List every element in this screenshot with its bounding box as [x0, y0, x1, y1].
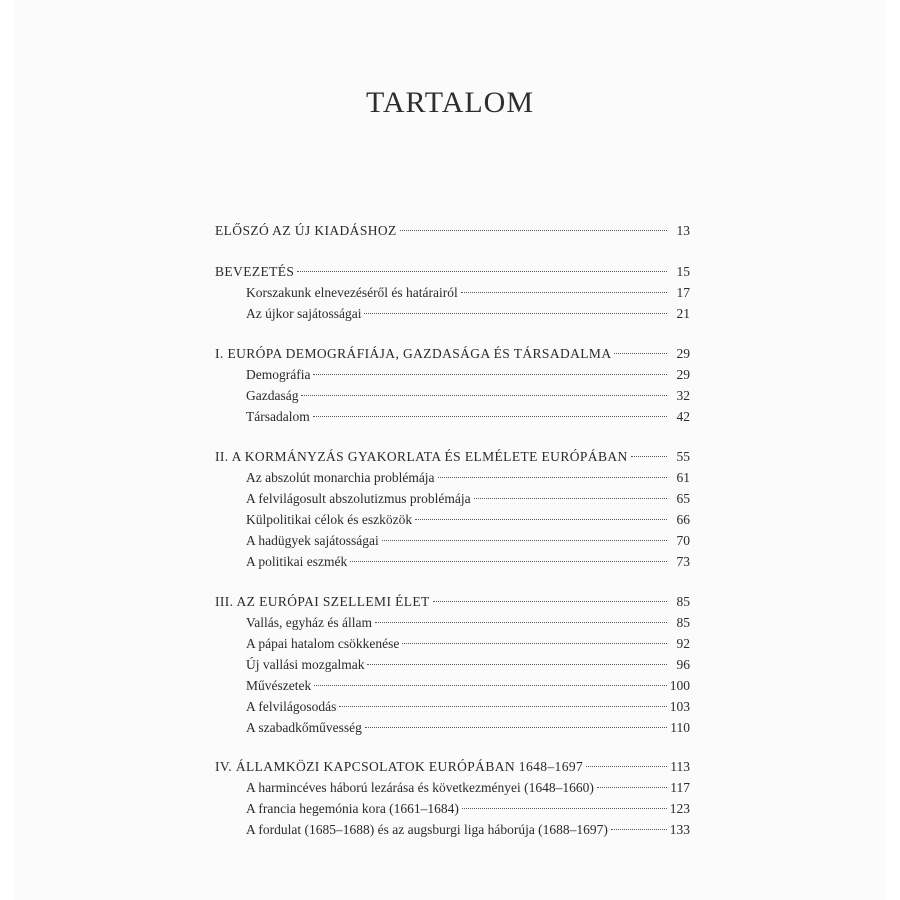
toc-page-number: 15: [676, 264, 690, 279]
toc-chapter: [215, 448, 690, 466]
toc-entry: [246, 614, 690, 632]
dot-leader: [314, 685, 667, 686]
toc-page-number: 123: [669, 801, 690, 816]
toc-entry: [246, 821, 690, 839]
dot-leader: [631, 456, 667, 457]
toc-page-number: 117: [670, 780, 690, 795]
toc-label: III. AZ EURÓPAI SZELLEMI ÉLET: [215, 594, 430, 609]
toc-label: Új vallási mozgalmak: [246, 657, 365, 672]
toc-page-number: 29: [676, 346, 690, 361]
toc-entry: [246, 387, 690, 405]
toc-entry: [246, 284, 690, 302]
page-title: TARTALOM: [365, 86, 535, 119]
toc-page-number: 85: [676, 615, 690, 630]
toc-label: A fordulat (1685–1688) és az augsburgi liga háborúja (1688–1697): [246, 822, 608, 837]
toc-entry: [246, 698, 690, 716]
dot-leader: [350, 561, 667, 562]
dot-leader: [339, 706, 666, 707]
toc-label: A felvilágosult abszolutizmus problémája: [246, 491, 471, 506]
toc-entry: [246, 656, 690, 674]
toc-label: I. EURÓPA DEMOGRÁFIÁJA, GAZDASÁGA ÉS TÁRSADALMA: [215, 346, 612, 361]
dot-leader: [400, 230, 667, 231]
toc-label: A szabadkőművesség: [246, 720, 362, 735]
toc-page-number: 96: [676, 657, 690, 672]
toc-page-number: 17: [676, 285, 690, 300]
toc-page-number: 100: [669, 678, 690, 693]
dot-leader: [301, 395, 667, 396]
toc-label: BEVEZETÉS: [215, 264, 295, 279]
dot-leader: [415, 519, 667, 520]
toc-label: Gazdaság: [246, 388, 299, 403]
dot-leader: [597, 787, 667, 788]
toc-label: A hadügyek sajátosságai: [246, 533, 379, 548]
toc-chapter: [215, 345, 690, 363]
toc-label: IV. ÁLLAMKÖZI KAPCSOLATOK EURÓPÁBAN 1648–1697: [215, 759, 584, 774]
toc-label: Vallás, egyház és állam: [246, 615, 372, 630]
dot-leader: [364, 313, 667, 314]
toc-label: A francia hegemónia kora (1661–1684): [246, 801, 459, 816]
toc-entry: [246, 779, 690, 797]
dot-leader: [474, 498, 667, 499]
toc-page-number: 61: [676, 470, 690, 485]
dot-leader: [297, 271, 667, 272]
dot-leader: [313, 374, 667, 375]
toc-label: Az abszolút monarchia problémája: [246, 470, 435, 485]
toc-entry: [246, 532, 690, 550]
toc-entry: [246, 490, 690, 508]
toc-entry: [246, 677, 690, 695]
dot-leader: [462, 808, 667, 809]
toc-chapter: [215, 758, 690, 776]
toc-label: A pápai hatalom csökkenése: [246, 636, 400, 651]
toc-label: Az újkor sajátosságai: [246, 306, 362, 321]
dot-leader: [611, 829, 667, 830]
dot-leader: [367, 664, 667, 665]
dot-leader: [461, 292, 667, 293]
toc-page-number: 110: [670, 720, 690, 735]
dot-leader: [433, 601, 667, 602]
toc-label: A felvilágosodás: [246, 699, 337, 714]
dot-leader: [614, 353, 667, 354]
toc-chapter: [215, 263, 690, 281]
toc-label: Demográfia: [246, 367, 311, 382]
toc-entry: [246, 635, 690, 653]
dot-leader: [586, 766, 667, 767]
toc-page-number: 133: [669, 822, 690, 837]
toc-page-number: 85: [676, 594, 690, 609]
toc-label: Korszakunk elnevezéséről és határairól: [246, 285, 458, 300]
toc-page-number: 13: [676, 223, 690, 238]
toc-entry: [246, 800, 690, 818]
toc-page-number: 66: [676, 512, 690, 527]
toc-page-number: 103: [669, 699, 690, 714]
toc-label: A politikai eszmék: [246, 554, 348, 569]
toc-label: Társadalom: [246, 409, 310, 424]
toc-page-number: 113: [670, 759, 690, 774]
toc-page-number: 42: [676, 409, 690, 424]
toc-label: ELŐSZÓ AZ ÚJ KIADÁSHOZ: [215, 223, 397, 238]
toc-page-number: 21: [676, 306, 690, 321]
dot-leader: [382, 540, 667, 541]
toc-entry: [246, 366, 690, 384]
toc-page-number: 65: [676, 491, 690, 506]
toc-chapter: [215, 593, 690, 611]
toc-entry: [246, 408, 690, 426]
toc-chapter: [215, 222, 690, 240]
toc-page-number: 92: [676, 636, 690, 651]
dot-leader: [438, 477, 667, 478]
toc-page-number: 55: [676, 449, 690, 464]
toc-page-number: 70: [676, 533, 690, 548]
toc-entry: [246, 719, 690, 737]
toc-entry: [246, 305, 690, 323]
toc-page-number: 73: [676, 554, 690, 569]
dot-leader: [365, 727, 667, 728]
toc-entry: [246, 469, 690, 487]
toc-label: Külpolitikai célok és eszközök: [246, 512, 413, 527]
toc-entry: [246, 553, 690, 571]
toc-label: A harmincéves háború lezárása és következményei (1648–1660): [246, 780, 594, 795]
toc-label: Művészetek: [246, 678, 312, 693]
toc-page-number: 29: [676, 367, 690, 382]
dot-leader: [313, 416, 667, 417]
toc-label: II. A KORMÁNYZÁS GYAKORLATA ÉS ELMÉLETE EURÓPÁBAN: [215, 449, 628, 464]
dot-leader: [402, 643, 667, 644]
toc-entry: [246, 511, 690, 529]
toc-page-number: 32: [676, 388, 690, 403]
dot-leader: [375, 622, 667, 623]
